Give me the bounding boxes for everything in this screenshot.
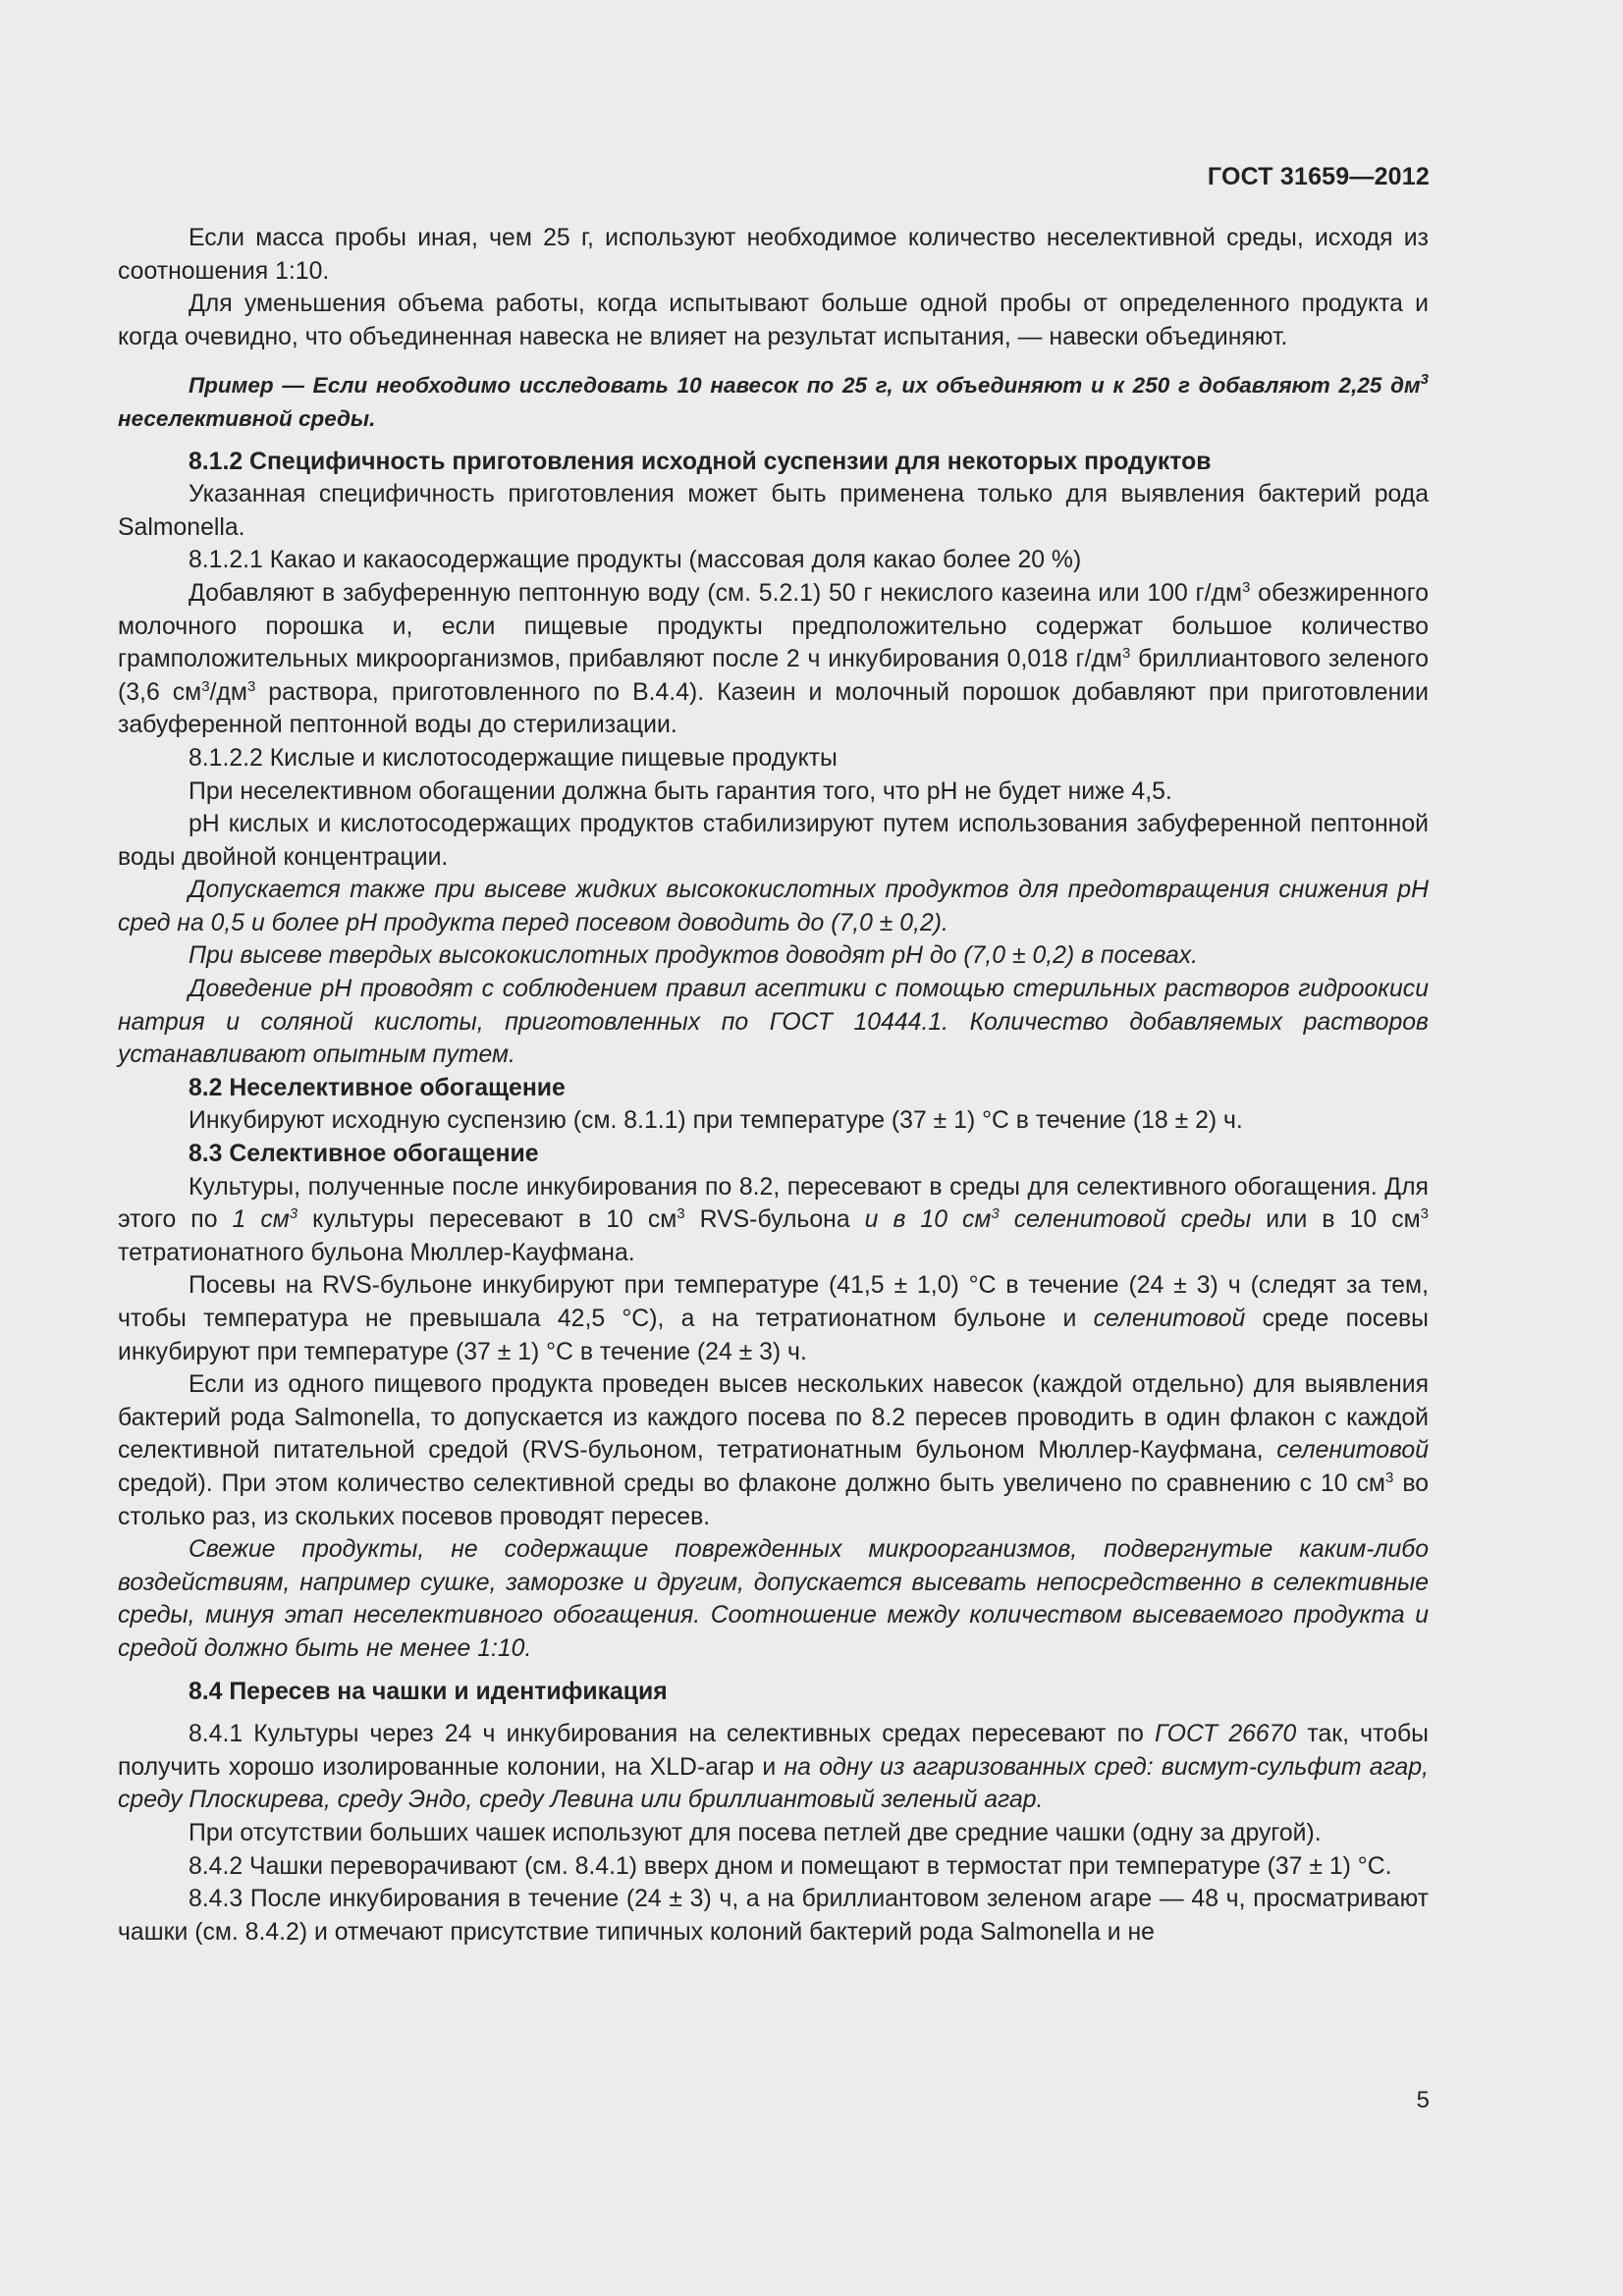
- superscript: 3: [991, 1205, 1000, 1223]
- text-segment: и в 10 см: [864, 1206, 992, 1234]
- superscript: 3: [201, 677, 210, 695]
- text-segment: 8.1.2 Специфичность приготовления исходной суспензии для некоторых продуктов: [189, 448, 1212, 475]
- text-segment: Посевы на RVS-бульоне инкубируют при температуре (41,5 ± 1,0) °С в течение (24 ± 3) ч (следят за тем, чтобы температура не превышала 42,5 °С), а на тетратионатном бульоне и: [118, 1272, 1429, 1332]
- text-segment: тетратионатного бульона Мюллер-Кауфмана.: [118, 1239, 635, 1266]
- section-heading: [118, 1072, 1429, 1105]
- text-segment: Для уменьшения объема работы, когда испытывают больше одной пробы от определенного продукта и когда очевидно, что объединенная навеска не влияет на результат испытания, — навески объединяют.: [118, 291, 1429, 350]
- section-heading: [118, 1138, 1429, 1171]
- paragraph: [118, 973, 1429, 1072]
- text-segment: Если масса пробы иная, чем 25 г, используют необходимое количество неселективной среды, исходя из соотношения 1:10.: [118, 225, 1429, 285]
- paragraph: [118, 1817, 1429, 1850]
- paragraph: [118, 742, 1429, 775]
- section-heading: [118, 1676, 1429, 1709]
- page-number: 5: [1416, 2087, 1430, 2113]
- text-segment: 8.4.3 После инкубирования в течение (24 ± 3) ч, а на бриллиантовом зеленом агаре — 48 ч, просматривают чашки (см. 8.4.2) и отмечают присутствие типичных колоний бактерий рода Salmonella и не: [118, 1886, 1429, 1946]
- paragraph: [118, 1533, 1429, 1665]
- superscript: 3: [1121, 645, 1131, 663]
- text-segment: При высеве твердых высококислотных продуктов доводят pH до (7,0 ± 0,2) в посевах.: [189, 942, 1199, 970]
- text-segment: Свежие продукты, не содержащие поврежденных микроорганизмов, подвергнутые каким-либо воздействиям, например сушке, заморозке и другим, допускается высевать непосредственно в селективные среды, минуя этап неселективного обогащения. Соотношение между количеством высеваемого продукта и средой должно быть не менее 1:10.: [118, 1536, 1429, 1662]
- example-note: [118, 369, 1429, 435]
- text-segment: Культуры, полученные после инкубирования по 8.2, пересевают в среды для селективного обогащения. Для этого по: [118, 1173, 1429, 1234]
- text-segment: Добавляют в забуференную пептонную воду (см. 5.2.1) 50 г некислого казеина или 100 г/дм: [189, 579, 1243, 607]
- text-segment: 8.4 Пересев на чашки и идентификация: [189, 1678, 668, 1705]
- text-segment: 8.1.2.1 Какао и какаосодержащие продукты (массовая доля какао более 20 %): [189, 547, 1082, 574]
- superscript: 3: [676, 1205, 685, 1223]
- text-segment: среде посевы инкубируют при температуре (37 ± 1) °С в течение (24 ± 3) ч.: [118, 1306, 1429, 1365]
- text-segment: /дм: [209, 678, 247, 706]
- text-segment: на одну из агаризованных сред: висмут-сульфит агар, среду Плоскирева, среду Эндо, среду Левина или бриллиантовый зеленый агар.: [118, 1753, 1429, 1814]
- text-segment: ГОСТ 26670: [1155, 1721, 1297, 1748]
- paragraph: [118, 1171, 1429, 1270]
- superscript: 3: [1242, 578, 1251, 596]
- paragraph: [118, 775, 1429, 809]
- text-segment: RVS-бульона: [684, 1206, 865, 1234]
- superscript: 3: [1420, 371, 1429, 389]
- text-segment: во столько раз, из скольких посевов проводят пересев.: [118, 1469, 1429, 1530]
- paragraph: [118, 222, 1429, 288]
- text-segment: 1 см: [232, 1206, 290, 1234]
- paragraph: [118, 874, 1429, 939]
- superscript: 3: [1420, 1205, 1429, 1223]
- document-code-header: ГОСТ 31659—2012: [1207, 163, 1430, 190]
- text-segment: 8.4.1 Культуры через 24 ч инкубирования на селективных средах пересевают по: [189, 1721, 1156, 1748]
- paragraph: [118, 808, 1429, 874]
- paragraph: [118, 544, 1429, 577]
- section-heading: [118, 446, 1429, 479]
- paragraph: [118, 288, 1429, 353]
- text-segment: селенитовой: [1276, 1437, 1429, 1465]
- paragraph: [118, 1883, 1429, 1949]
- text-segment: Инкубируют исходную суспензию (см. 8.1.1) при температуре (37 ± 1) °С в течение (18 ± 2) ч.: [189, 1107, 1243, 1135]
- text-segment: так, чтобы получить хорошо изолированные колонии, на XLD-агар и: [118, 1721, 1429, 1781]
- text-segment: раствора, приготовленного по В.4.4). Казеин и молочный порошок добавляют при приготовлении забуференной пептонной воды до стерилизации.: [118, 678, 1429, 739]
- text-segment: 8.1.2.2 Кислые и кислотосодержащие пищевые продукты: [189, 744, 838, 772]
- document-body: [118, 222, 1429, 1949]
- text-segment: Доведение pH проводят с соблюдением правил асептики с помощью стерильных растворов гидроокиси натрия и соляной кислоты, приготовленных по ГОСТ 10444.1. Количество добавляемых растворов устанавливают опытным путем.: [118, 976, 1429, 1069]
- paragraph: [118, 1368, 1429, 1533]
- text-segment: Если из одного пищевого продукта проведен высев нескольких навесок (каждой отдельно) для выявления бактерий рода Salmonella, то допускается из каждого посева по 8.2 пересев проводить в один флакон с каждой селективной питательной средой (RVS-бульоном, тетратионатным бульоном Мюллер-Кауфмана,: [118, 1371, 1429, 1465]
- superscript: 3: [246, 677, 256, 695]
- text-segment: обезжиренного молочного порошка и, если пищевые продукты предположительно содержат большое количество грамположительных микроорганизмов, прибавляют после 2 ч инкубирования 0,018 г/дм: [118, 579, 1429, 673]
- text-segment: pH кислых и кислотосодержащих продуктов стабилизируют путем использования забуференной пептонной воды двойной концентрации.: [118, 811, 1429, 871]
- text-segment: Указанная специфичность приготовления может быть применена только для выявления бактерий рода Salmonella.: [118, 481, 1429, 541]
- text-segment: селенитовой среды: [999, 1206, 1252, 1234]
- text-segment: средой). При этом количество селективной среды во флаконе должно быть увеличено по сравнению с 10 см: [118, 1469, 1385, 1497]
- paragraph: [118, 1104, 1429, 1138]
- text-segment: 8.4.2 Чашки переворачивают (см. 8.4.1) вверх дном и помещают в термостат при температуре (37 ± 1) °С.: [189, 1852, 1392, 1880]
- paragraph: [118, 939, 1429, 973]
- superscript: 3: [1384, 1468, 1394, 1486]
- text-segment: Пример — Если необходимо исследовать 10 навесок по 25 г, их объединяют и к 250 г добавляют 2,25 дм: [189, 373, 1421, 399]
- text-segment: бриллиантового зеленого (3,6 см: [118, 646, 1429, 706]
- paragraph: [118, 1718, 1429, 1817]
- text-segment: 8.2 Неселективное обогащение: [189, 1074, 566, 1101]
- paragraph: [118, 577, 1429, 742]
- text-segment: Допускается также при высеве жидких высококислотных продуктов для предотвращения снижения pH сред на 0,5 и более pH продукта перед посевом доводить до (7,0 ± 0,2).: [118, 877, 1429, 936]
- paragraph: [118, 1269, 1429, 1368]
- text-segment: При отсутствии больших чашек используют для посева петлей две средние чашки (одну за другой).: [189, 1819, 1322, 1846]
- text-segment: или в 10 см: [1251, 1206, 1421, 1234]
- superscript: 3: [289, 1205, 298, 1223]
- text-segment: селенитовой: [1093, 1306, 1246, 1332]
- paragraph: [118, 478, 1429, 544]
- text-segment: культуры пересевают в 10 см: [298, 1206, 677, 1234]
- paragraph: [118, 1850, 1429, 1884]
- text-segment: 8.3 Селективное обогащение: [189, 1141, 539, 1168]
- text-segment: неселективной среды.: [118, 405, 376, 431]
- text-segment: При неселективном обогащении должна быть гарантия того, что pH не будет ниже 4,5.: [189, 777, 1172, 805]
